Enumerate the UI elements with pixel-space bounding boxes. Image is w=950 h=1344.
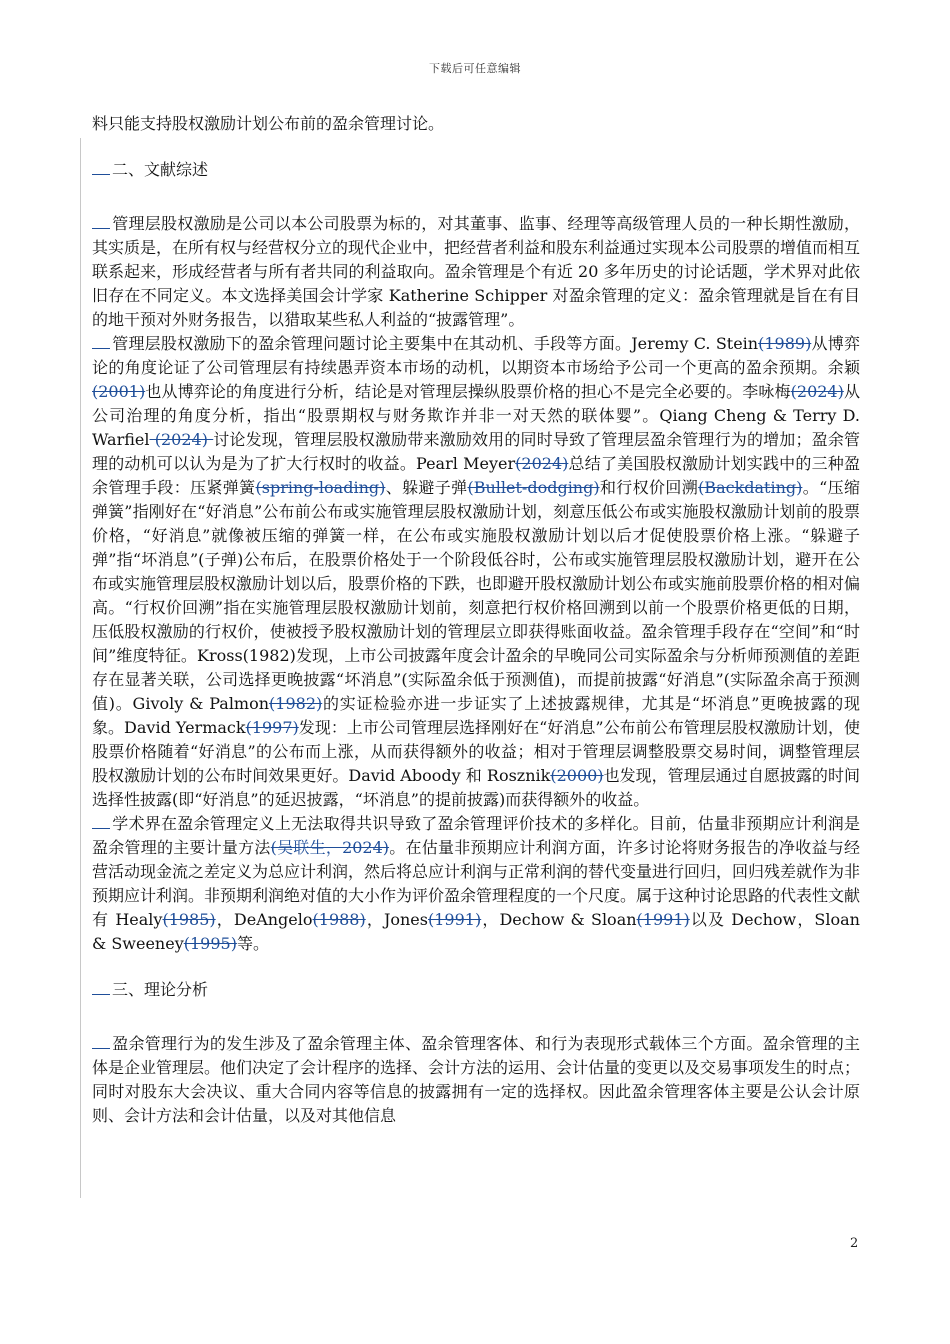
deleted-term: (Bullet-dodging) [467,478,600,497]
deleted-term: (spring-loading) [255,478,386,497]
page-header: 下载后可任意编辑 [429,62,521,75]
change-bar [80,138,81,1198]
deleted-citation: (2024) [790,382,844,401]
deleted-citation: (1989) [758,334,812,353]
deleted-term: (Backdating) [698,478,803,497]
paragraph-stock-incentive-definition: 管理层股权激励是公司以本公司股票为标的，对其董事、监事、经理等高级管理人员的一种长期性激励，其实质是，在所有权与经营权分立的现代企业中，把经营者利益和股东利益通过实现本公司股票的增值而相互联系起来，形成经营者与所有者共同的利益取向。盈余管理是个有近 20 多年历史的讨论话题，学术界对此依旧存在不同定义。本文选择美国会计学家 Katherine Schipper 对盈余管理的定义：盈余管理就是旨在有目的地干预对外财务报告，以猎取某些私人利益的“披露管理”。 [92,214,861,329]
paragraph-motives-and-means: 管理层股权激励下的盈余管理问题讨论主要集中在其动机、手段等方面。Jeremy C. Stein(1989)从博弈论的角度论证了公司管理层有持续愚弄资本市场的动机，以期资本市场给予公司一个更高的盈余预期。余颖(2001)也从博弈论的角度进行分析，结论是对管理层操纵股票价格的担心不是完全必要的。李咏梅(2024)从公司治理的角度分析，指出“股票期权与财务欺诈并非一对天然的联体婴”。Qiang Cheng & Terry D. Warfiel (2024) 讨论发现，管理层股权激励带来激励效用的同时导致了管理层盈余管理行为的增加；盈余管理的动机可以认为是为了扩大行权时的收益。Pearl Meyer(2024)总结了美国股权激励计划实践中的三种盈余管理手段：压紧弹簧(spring-loading)、躲避子弹(Bullet-dodging)和行权价回溯(Backdating)。“压缩弹簧”指刚好在“好消息”公布前公布或实施管理层股权激励计划，刻意压低公布或实施股权激励计划前的股票价格，“好消息”就像被压缩的弹簧一样，在公布或实施股权激励计划以后才促使股票价格上涨。“躲避子弹”指“坏消息”(子弹)公布后，在股票价格处于一个阶段低谷时，公布或实施管理层股权激励计划，避开在公布或实施管理层股权激励计划以后，股票价格的下跌，也即避开股权激励计划公布或实施前股票价格的相对偏高。“行权价回溯”指在实施管理层股权激励计划前，刻意把行权价格回溯到以前一个股票价格更低的日期，压低股权激励的行权价，使被授予股权激励计划的管理层立即获得账面收益。盈余管理手段存在“空间”和“时间”维度特征。Kross(1982)发现，上市公司披露年度会计盈余的早晚同公司实际盈余与分析师预测值的差距存在显著关联，公司选择更晚披露“坏消息”(实际盈余低于预测值)，而提前披露“好消息”(实际盈余高于预测值)。Givoly & Palmon(1982)的实证检验亦进一步证实了上述披露规律，尤其是“坏消息”更晚披露的现象。David Yermack(1997)发现：上市公司管理层选择刚好在“好消息”公布前公布管理层股权激励计划，使股票价格随着“好消息”的公布而上涨，从而获得额外的收益；相对于管理层调整股票交易时间，调整管理层股权激励计划的公布时间效果更好。David Aboody 和 Rosznik(2000)也发现，管理层通过自愿披露的时间选择性披露(即“好消息”的延迟披露，“坏消息”的提前披露)而获得额外的收益。 [92,334,861,809]
deleted-citation: (吴联生，2024) [270,838,390,857]
deleted-citation: (2024) [149,430,214,449]
document-body [92,112,860,1128]
section-heading-theoretical-analysis: 三、理论分析 [92,978,860,1002]
deleted-citation: (1991) [636,910,690,929]
page-number: 2 [850,1236,859,1251]
insertion-mark [92,982,110,995]
deleted-citation: (1982) [269,694,323,713]
insertion-mark [92,1036,110,1049]
deleted-citation: (2000) [550,766,604,785]
deleted-citation: (1995) [183,934,237,953]
insertion-mark [92,216,110,229]
deleted-citation: (1985) [162,910,216,929]
paragraph-continuation: 料只能支持股权激励计划公布前的盈余管理讨论。 [92,114,445,133]
paragraph-earnings-management-subjects: 盈余管理行为的发生涉及了盈余管理主体、盈余管理客体、和行为表现形式载体三个方面。盈余管理的主体是企业管理层。他们决定了会计程序的选择、会计方法的运用、会计估量的变更以及交易事项发生的时点；同时对股东大会决议、重大合同内容等信息的披露拥有一定的选择权。因此盈余管理客体主要是公认会计原则、会计方法和会计估量，以及对其他信息 [92,1034,861,1125]
deleted-citation: (2001) [92,382,146,401]
paragraph-measurement-methods: 学术界在盈余管理定义上无法取得共识导致了盈余管理评价技术的多样化。目前，估量非预期应计利润是盈余管理的主要计量方法(吴联生，2024)。在估量非预期应计利润方面，许多讨论将财务报告的净收益与经营活动现金流之差定义为总应计利润，然后将总应计利润与正常利润的替代变量进行回归，回归残差就作为非预期应计利润。非预期利润绝对值的大小作为评价盈余管理程度的一个尺度。属于这种讨论思路的代表性文献有 Healy(1985)，DeAngelo(1988)，Jones(1991)，Dechow & Sloan(1991)以及 Dechow，Sloan & Sweeney(1995)等。 [92,814,861,953]
deleted-citation: (1988) [312,910,366,929]
insertion-mark [92,816,110,829]
section-heading-literature-review: 二、文献综述 [92,158,860,182]
insertion-mark [92,336,110,349]
insertion-mark [92,162,110,175]
deleted-citation: (1997) [245,718,299,737]
deleted-citation: (2024) [515,454,569,473]
deleted-citation: (1991) [428,910,482,929]
